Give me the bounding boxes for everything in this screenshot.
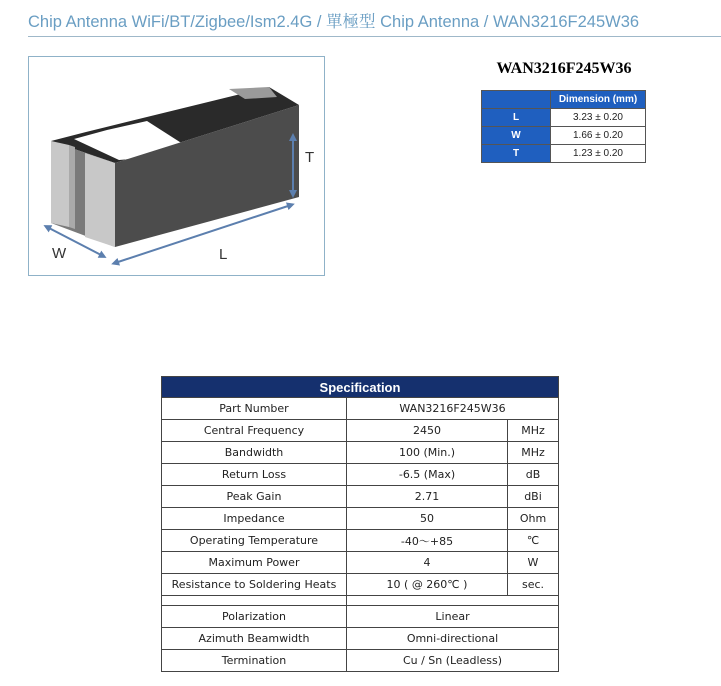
model-title: WAN3216F245W36 (496, 60, 632, 77)
spec-param: Bandwidth (162, 442, 347, 464)
spec-param: Peak Gain (162, 486, 347, 508)
spec-param: Operating Temperature (162, 530, 347, 552)
spec-value: 100 (Min.) (347, 442, 508, 464)
dimension-table (481, 90, 646, 163)
spec-param: Azimuth Beamwidth (162, 628, 347, 650)
spec-param: Polarization (162, 606, 347, 628)
spec-row (162, 628, 559, 650)
spec-param: Part Number (162, 398, 347, 420)
chip-illustration (28, 56, 325, 276)
dimension-row-w (482, 127, 646, 145)
spec-value: Omni-directional (347, 628, 559, 650)
spec-unit: dBi (508, 486, 559, 508)
dimension-row-t (482, 145, 646, 163)
spec-unit: W (508, 552, 559, 574)
spec-value: -6.5 (Max) (347, 464, 508, 486)
page-title: Chip Antenna WiFi/BT/Zigbee/Ism2.4G / 單極型 Chip Antenna / WAN3216F245W36 (28, 13, 640, 31)
spec-row (162, 420, 559, 442)
t-dimension-label: T (305, 149, 315, 166)
spec-param: Impedance (162, 508, 347, 530)
spec-param: Return Loss (162, 464, 347, 486)
spec-value: 4 (347, 552, 508, 574)
spec-row (162, 650, 559, 672)
spec-row (162, 574, 559, 596)
spec-row (162, 398, 559, 420)
spec-value: WAN3216F245W36 (347, 398, 559, 420)
w-dimension-label: W (52, 245, 67, 262)
dimension-row-l (482, 109, 646, 127)
spec-row (162, 442, 559, 464)
spec-row (162, 464, 559, 486)
spec-param: Resistance to Soldering Heats (162, 574, 347, 596)
spec-spacer-cell (162, 596, 347, 606)
title-divider (28, 36, 721, 37)
spec-unit: MHz (508, 420, 559, 442)
dimension-header: Dimension (mm) (551, 91, 646, 109)
spec-value: 10 ( @ 260℃ ) (347, 574, 508, 596)
chip-end-electrode-c (69, 145, 75, 229)
spec-value: 50 (347, 508, 508, 530)
dimension-key: W (482, 127, 551, 145)
dimension-key: T (482, 145, 551, 163)
spec-unit: dB (508, 464, 559, 486)
spec-spacer-cell (347, 596, 559, 606)
spec-row (162, 508, 559, 530)
spec-param: Central Frequency (162, 420, 347, 442)
spec-spacer-row (162, 596, 559, 606)
dimension-header-row (482, 91, 646, 109)
spec-row (162, 530, 559, 552)
dimension-value: 1.23 ± 0.20 (551, 145, 646, 163)
spec-unit: sec. (508, 574, 559, 596)
spec-row (162, 486, 559, 508)
specification-table (161, 376, 559, 672)
spec-row (162, 552, 559, 574)
spec-unit: Ohm (508, 508, 559, 530)
dimension-header-corner (482, 91, 551, 109)
spec-unit: ℃ (508, 530, 559, 552)
chip-end-electrode-b (85, 153, 115, 247)
dimension-value: 3.23 ± 0.20 (551, 109, 646, 127)
spec-value: Cu / Sn (Leadless) (347, 650, 559, 672)
spec-unit: MHz (508, 442, 559, 464)
spec-row (162, 606, 559, 628)
chip-antenna-drawing (29, 57, 326, 277)
chip-end-electrode-a (51, 141, 69, 227)
dimension-value: 1.66 ± 0.20 (551, 127, 646, 145)
spec-value: 2.71 (347, 486, 508, 508)
spec-value: 2450 (347, 420, 508, 442)
spec-value: Linear (347, 606, 559, 628)
spec-title: Specification (162, 377, 559, 398)
dimension-key: L (482, 109, 551, 127)
l-dimension-label: L (219, 246, 228, 263)
spec-param: Termination (162, 650, 347, 672)
spec-value: -40～+85 (347, 530, 508, 552)
spec-param: Maximum Power (162, 552, 347, 574)
spec-header-row (162, 377, 559, 398)
